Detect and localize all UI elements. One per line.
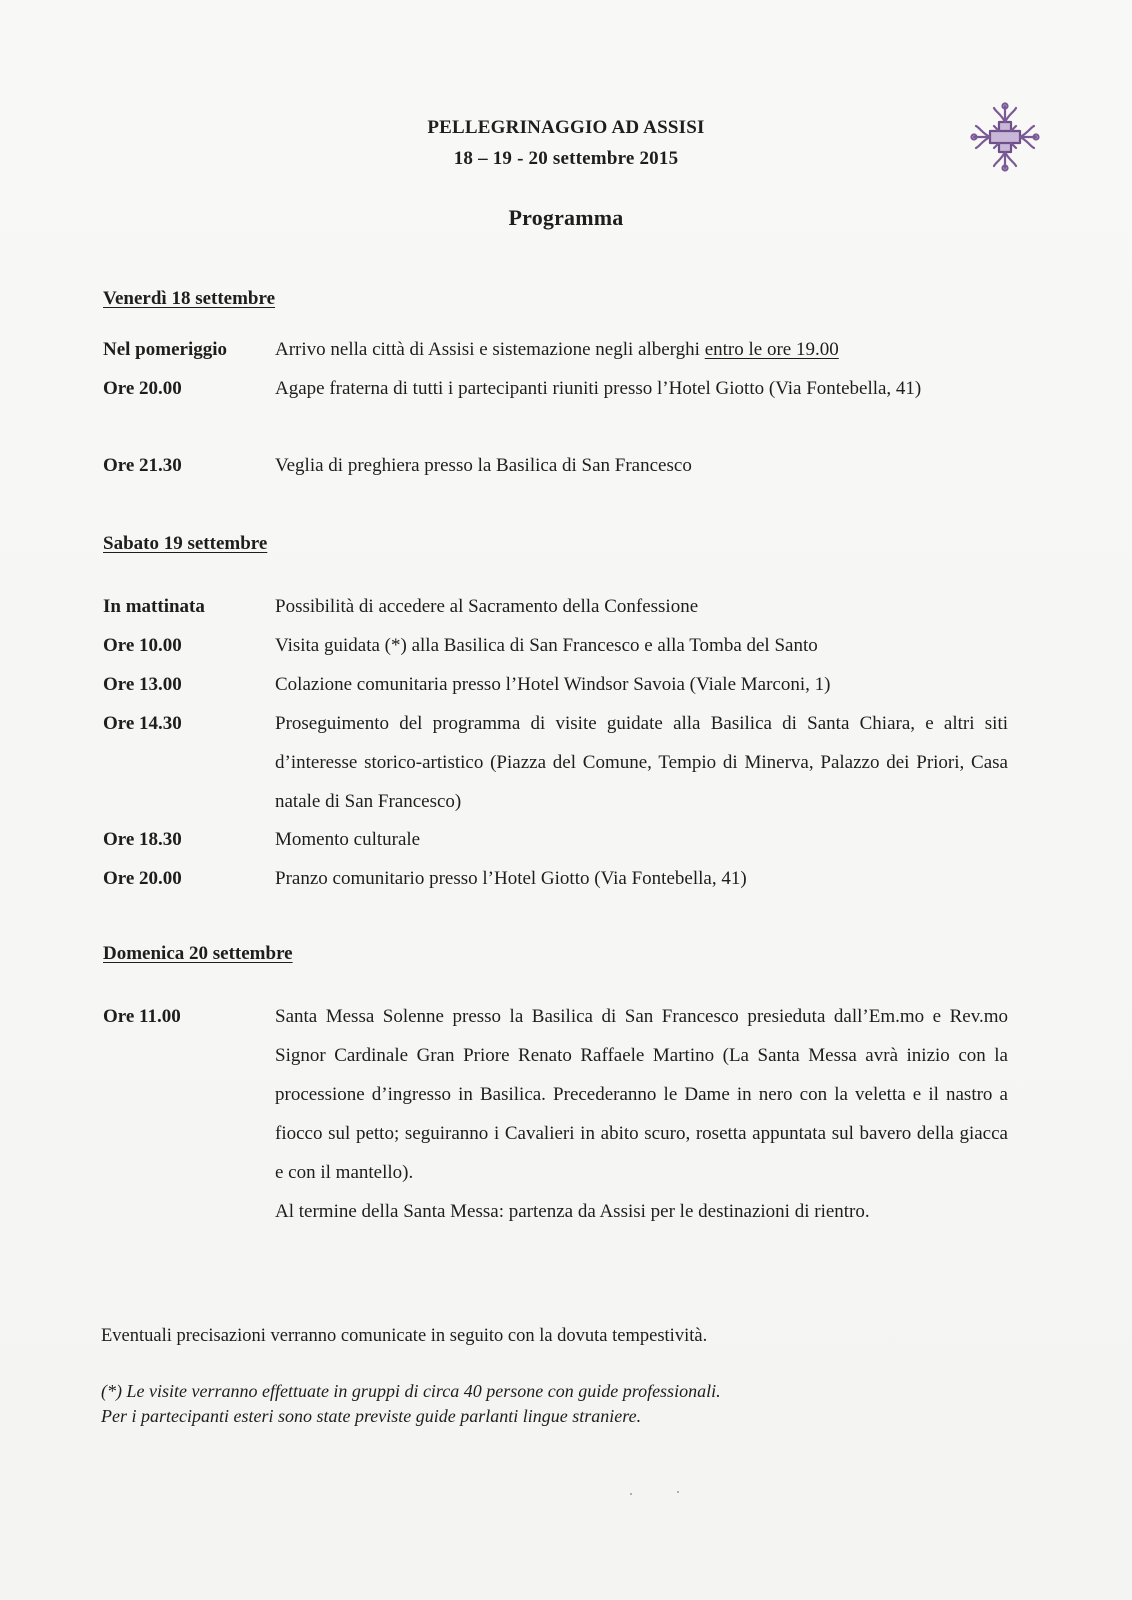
scan-speck: [630, 1493, 632, 1495]
schedule-description: Colazione comunitaria presso l’Hotel Windsor Savoia (Viale Marconi, 1): [275, 674, 831, 695]
schedule-description: Momento culturale: [275, 829, 421, 850]
document-title: PELLEGRINAGGIO AD ASSISI: [427, 117, 705, 138]
schedule-description: Proseguimento del programma di visite guidate alla Basilica di Santa Chiara, e altri siti d’interesse storico-artistico (Piazza del Comune, Tempio di Minerva, Palazzo dei Priori, Casa natale di San Francesco): [275, 713, 1008, 812]
schedule-time: Nel pomeriggio: [103, 339, 228, 360]
schedule-description: Visita guidata (*) alla Basilica di San Francesco e alla Tomba del Santo: [275, 635, 818, 656]
schedule-description: Agape fraterna di tutti i partecipanti riuniti presso l’Hotel Giotto (Via Fontebella, 41): [275, 378, 922, 399]
schedule-description: [275, 330, 1008, 369]
schedule-description: Pranzo comunitario presso l’Hotel Giotto (Via Fontebella, 41): [275, 868, 747, 889]
schedule-description: Veglia di preghiera presso la Basilica di San Francesco: [275, 455, 692, 476]
closing-note: Eventuali precisazioni verranno comunicate in seguito con la dovuta tempestività.: [101, 1326, 708, 1346]
document-dates: 18 – 19 - 20 settembre 2015: [453, 148, 679, 169]
schedule-description: [275, 997, 1008, 1231]
footnote-line: (*) Le visite verranno effettuate in gruppi di circa 40 persone con guide professionali.: [101, 1381, 721, 1401]
schedule-time: Ore 10.00: [103, 635, 182, 656]
schedule-text: Arrivo nella città di Assisi e sistemazione negli alberghi: [275, 339, 705, 360]
schedule-deadline: entro le ore 19.00: [704, 339, 839, 360]
scan-speck: [677, 1491, 679, 1493]
schedule-time: Ore 20.00: [103, 868, 182, 889]
footnote-line: Per i partecipanti esteri sono state previste guide parlanti lingue straniere.: [101, 1406, 642, 1426]
schedule-time: Ore 13.00: [103, 674, 182, 695]
schedule-time: In mattinata: [103, 596, 205, 617]
schedule-time: Ore 20.00: [103, 378, 182, 399]
schedule-time: Ore 14.30: [103, 713, 182, 734]
schedule-time: Ore 21.30: [103, 455, 182, 476]
schedule-time: Ore 11.00: [103, 1006, 181, 1027]
schedule-text: Santa Messa Solenne presso la Basilica di San Francesco presieduta dall’Em.mo e Rev.mo Signor Cardinale Gran Priore Renato Raffaele Martino (La Santa Messa avrà inizio con la processione d’ingresso in Basilica. Precederanno le Dame in nero con la veletta e il nastro a fiocco sul petto; seguiranno i Cavalieri in abito scuro, rosetta appuntata sul bavero della giacca e con il mantello).: [275, 1006, 1008, 1183]
schedule-text-extra: Al termine della Santa Messa: partenza da Assisi per le destinazioni di rientro.: [275, 1201, 870, 1222]
day-heading-friday: Venerdì 18 settembre: [103, 288, 276, 309]
day-heading-saturday: Sabato 19 settembre: [103, 533, 268, 554]
schedule-description: Possibilità di accedere al Sacramento della Confessione: [275, 596, 699, 617]
day-heading-sunday: Domenica 20 settembre: [103, 943, 293, 964]
schedule-time: Ore 18.30: [103, 829, 182, 850]
document-subtitle: Programma: [508, 205, 624, 230]
